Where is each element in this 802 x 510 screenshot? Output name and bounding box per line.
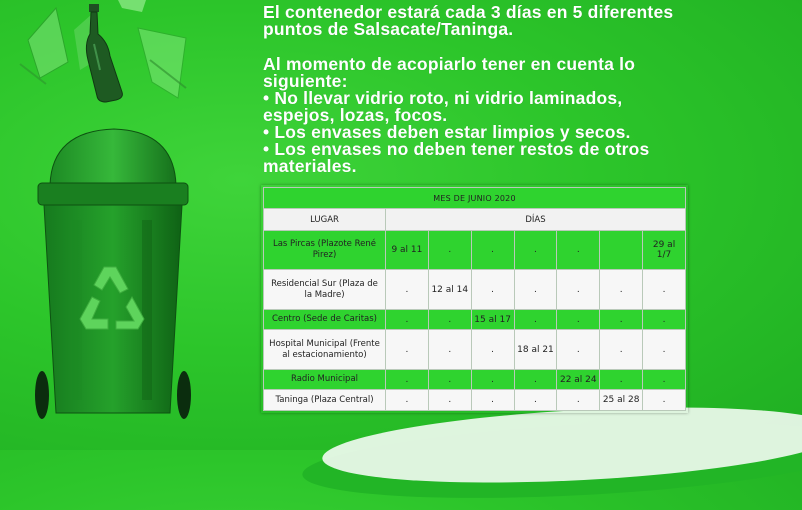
day-cell [600,231,643,270]
day-cell: . [600,270,643,309]
day-cell: . [471,231,514,270]
day-cell: . [386,330,429,369]
day-cell: . [643,369,686,390]
day-cell: . [428,369,471,390]
day-cell: . [386,270,429,309]
day-cell: . [428,309,471,330]
header-dias: DÍAS [386,209,686,231]
info-line: siguiente: [263,71,348,91]
day-cell: . [557,330,600,369]
info-line: espejos, lozas, focos. [263,105,448,125]
day-cell: 18 al 21 [514,330,557,369]
lugar-cell: Residencial Sur (Plaza de la Madre) [264,270,386,309]
day-cell: . [386,369,429,390]
glass-shard-icon [28,8,68,78]
info-line: • No llevar vidrio roto, ni vidrio laminados, [263,88,623,108]
header-lugar: LUGAR [264,209,386,231]
day-cell: 29 al 1/7 [643,231,686,270]
day-cell: . [428,390,471,411]
lugar-cell: Radio Municipal [264,369,386,390]
info-line: materiales. [263,156,357,176]
day-cell: . [471,369,514,390]
day-cell: . [557,309,600,330]
info-line: El contenedor estará cada 3 días en 5 diferentes [263,2,674,22]
day-cell: . [514,309,557,330]
day-cell: 12 al 14 [428,270,471,309]
table-row [264,231,686,270]
day-cell: . [471,390,514,411]
day-cell: . [514,390,557,411]
table-row [264,390,686,411]
glass-bottle-icon [86,4,122,102]
table-row [264,309,686,330]
recycling-bin-illustration [22,125,202,425]
day-cell: . [386,390,429,411]
day-cell: . [557,270,600,309]
glass-shard-icon [118,0,146,12]
day-cell: . [600,369,643,390]
lugar-cell: Centro (Sede de Caritas) [264,309,386,330]
lugar-cell: Las Pircas (Plazote René Pirez) [264,231,386,270]
info-line: Al momento de acopiarlo tener en cuenta lo [263,54,636,74]
day-cell: 15 al 17 [471,309,514,330]
table-row [264,270,686,309]
day-cell: . [471,330,514,369]
day-cell: . [514,270,557,309]
day-cell: . [643,330,686,369]
day-cell: 22 al 24 [557,369,600,390]
schedule-table [263,187,686,411]
day-cell: . [600,330,643,369]
info-line: • Los envases no deben tener restos de otros [263,139,650,159]
table-row [264,330,686,369]
day-cell: . [428,330,471,369]
day-cell: . [557,231,600,270]
day-cell: . [643,270,686,309]
lugar-cell: Taninga (Plaza Central) [264,390,386,411]
glass-shard-icon [138,28,186,98]
day-cell: . [557,390,600,411]
day-cell: . [643,390,686,411]
lugar-cell: Hospital Municipal (Frente al estacionamiento) [264,330,386,369]
day-cell: . [643,309,686,330]
day-cell: . [514,369,557,390]
day-cell: . [600,309,643,330]
day-cell: . [514,231,557,270]
day-cell: 9 al 11 [386,231,429,270]
info-line: puntos de Salsacate/Taninga. [263,19,514,39]
glass-waste-illustration [10,0,200,105]
day-cell: . [386,309,429,330]
info-line: • Los envases deben estar limpios y secos. [263,122,631,142]
table-header-row [264,209,686,231]
month-title: MES DE JUNIO 2020 [264,188,686,209]
day-cell: . [428,231,471,270]
day-cell: 25 al 28 [600,390,643,411]
table-row [264,369,686,390]
day-cell: . [471,270,514,309]
table-month-row [264,188,686,209]
information-text [263,4,733,175]
